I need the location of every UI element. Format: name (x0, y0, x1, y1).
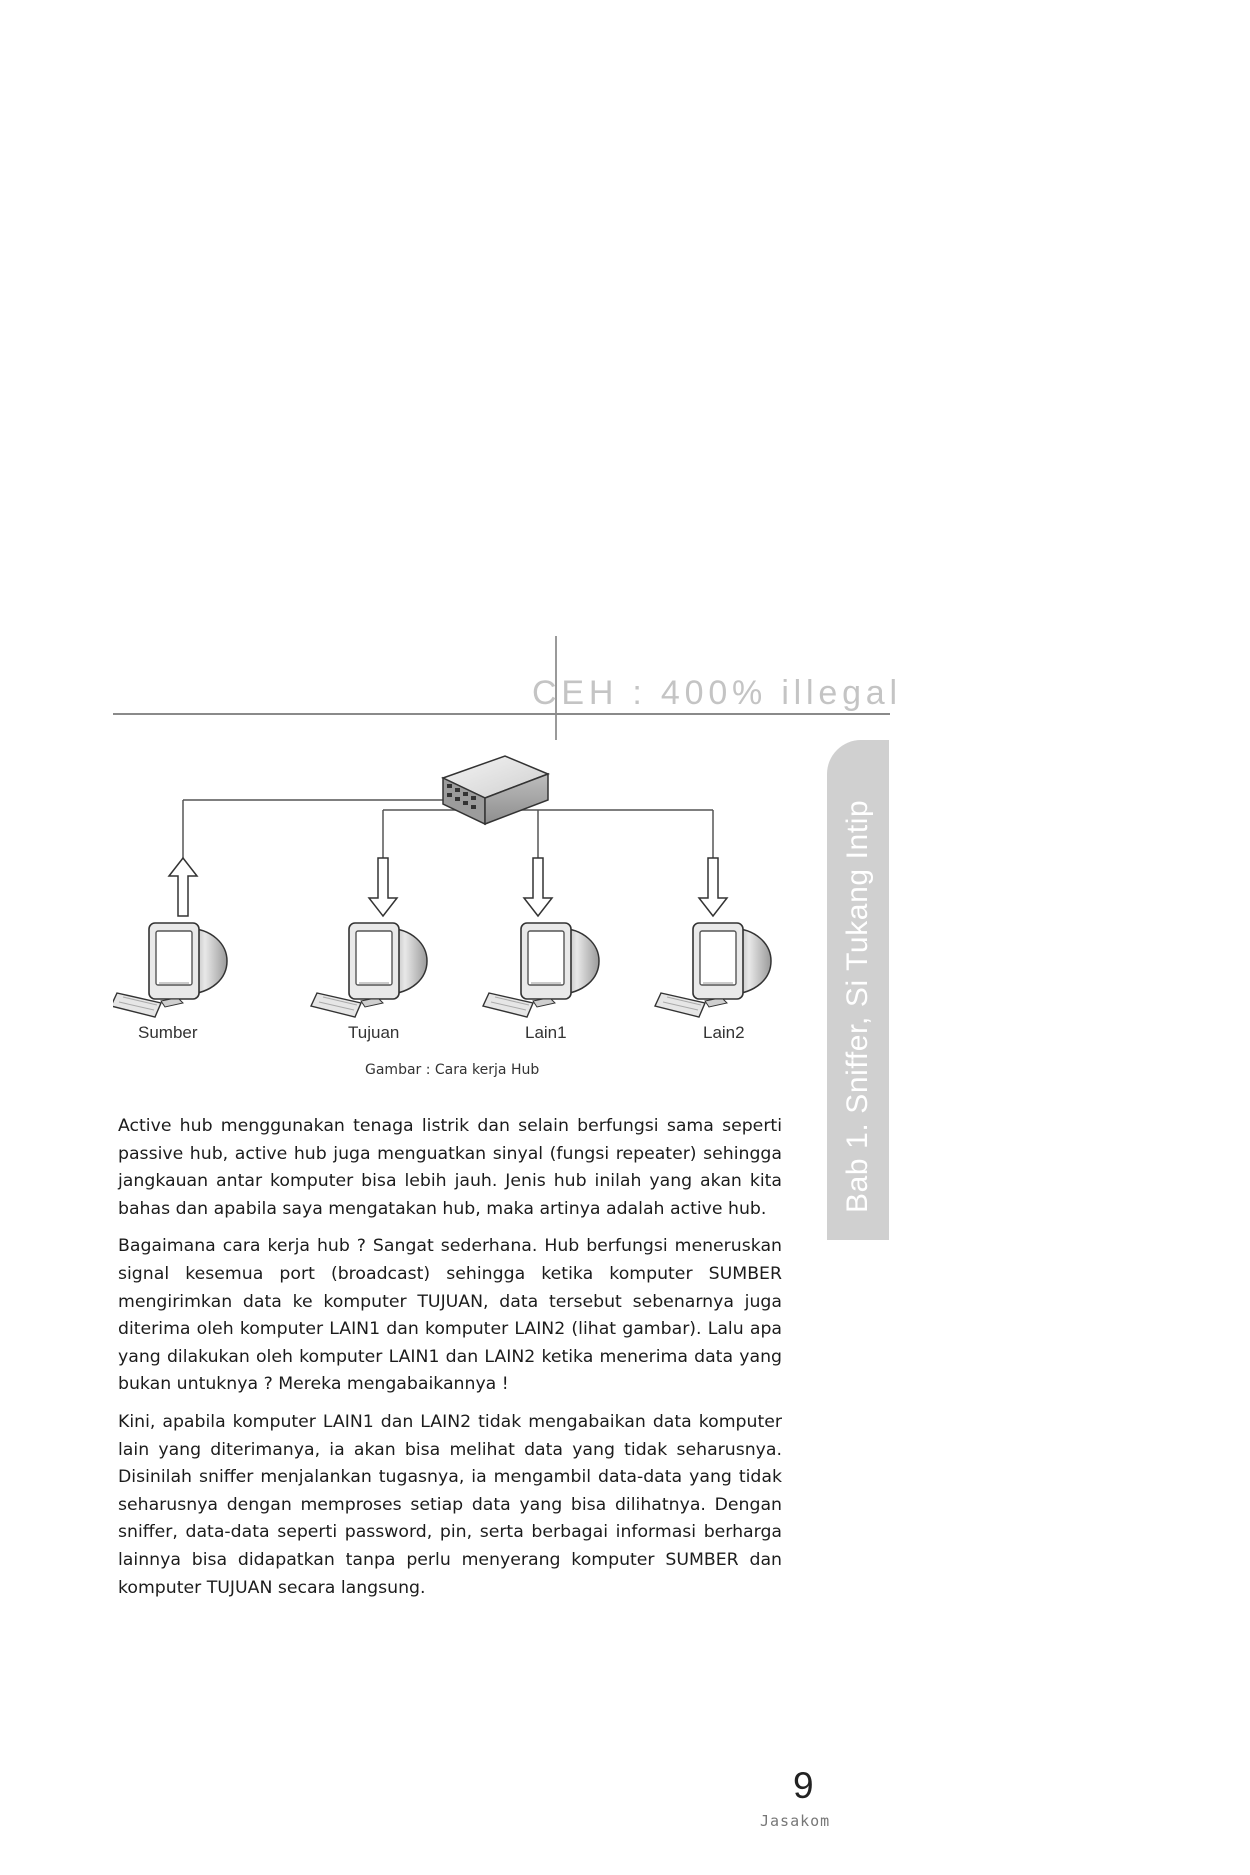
desktop-computer-icon-lain2 (655, 923, 771, 1017)
paragraph: Active hub menggunakan tenaga listrik dan selain berfungsi sama seperti passive hub, active hub juga menguatkan sinyal (fungsi repeater) sehingga jangkauan antar komputer bisa lebih jauh. Jenis hub inilah yang akan kita bahas dan apabila saya mengatakan hub, maka artinya adalah active hub. (118, 1116, 782, 1219)
body-text (118, 1113, 782, 1612)
label-lain2: Lain2 (703, 1023, 745, 1042)
chapter-title: Bab 1. Sniffer, Si Tukang Intip (841, 799, 874, 1213)
label-tujuan: Tujuan (348, 1023, 400, 1042)
arrow-down-lain2 (699, 858, 727, 916)
paragraph: Bagaimana cara kerja hub ? Sangat sederhana. Hub berfungsi meneruskan signal kesemua port (broadcast) sehingga ketika komputer SUMBER mengirimkan data ke komputer TUJUAN, data tersebut sebenarnya juga diterima oleh komputer LAIN1 dan komputer LAIN2 (lihat gambar). Lalu apa yang dilakukan oleh komputer LAIN1 dan LAIN2 ketika menerima data yang bukan untuknya ? Mereka mengabaikannya ! (118, 1236, 782, 1395)
paragraph: Kini, apabila komputer LAIN1 dan LAIN2 tidak mengabaikan data komputer lain yang diterimanya, ia akan bisa melihat data yang tidak seharusnya. Disinilah sniffer menjalankan tugasnya, ia mengambil data-data yang tidak seharusnya dengan memproses setiap data yang bisa dilihatnya. Dengan sniffer, data-data seperti password, pin, serta berbagai informasi berharga lainnya bisa didapatkan tanpa perlu menyerang komputer SUMBER dan komputer TUJUAN secara langsung. (118, 1411, 782, 1598)
chapter-side-tab (827, 740, 889, 1240)
label-sumber: Sumber (138, 1023, 198, 1042)
arrow-up-sumber (169, 858, 197, 916)
page-number: 9 (793, 1765, 814, 1806)
arrow-down-lain1 (524, 858, 552, 916)
figure-caption: Gambar : Cara kerja Hub (365, 1062, 540, 1078)
desktop-computer-icon-tujuan (311, 923, 427, 1017)
publisher-name: Jasakom (760, 1812, 831, 1830)
network-hub-icon (443, 756, 548, 824)
header-rule (113, 713, 890, 715)
arrow-down-tujuan (369, 858, 397, 916)
header-title: CEH : 400% illegal (532, 674, 902, 712)
desktop-computer-icon-sumber (113, 923, 227, 1017)
desktop-computer-icon-lain1 (483, 923, 599, 1017)
label-lain1: Lain1 (525, 1023, 567, 1042)
hub-diagram (113, 748, 793, 1056)
connection-lines (183, 800, 713, 858)
